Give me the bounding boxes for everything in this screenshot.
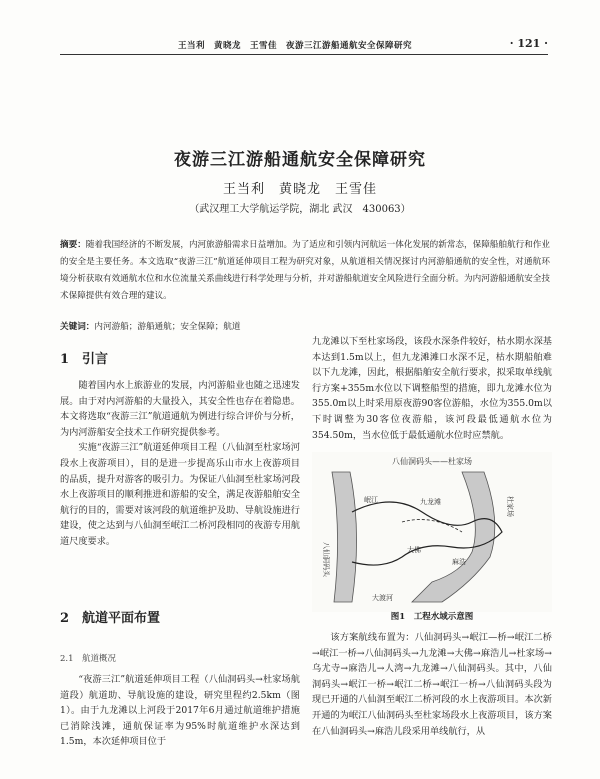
section1-body	[60, 378, 300, 550]
label-river-left: 八仙洞码头	[322, 542, 330, 577]
label-min-river: 岷江	[364, 496, 378, 504]
label-mahao: 麻浩	[452, 558, 466, 566]
abstract	[60, 237, 550, 305]
label-dafo: 大佛	[407, 546, 421, 554]
affiliation: （武汉理工大学航运学院，湖北 武汉 430063）	[189, 204, 411, 215]
label-jiulong: 九龙滩	[420, 498, 441, 506]
label-dadu: 大渡河	[372, 594, 393, 602]
label-dujia: 杜家场	[506, 496, 514, 517]
page-number: · 121 ·	[509, 37, 548, 50]
authors: 王当利 黄晓龙 王雪佳	[222, 182, 377, 197]
abstract-label: 摘要：	[60, 240, 86, 250]
section2-subheading: 2.1 航道概况	[60, 654, 117, 664]
paper-title: 夜游三江游船通航安全保障研究	[174, 150, 426, 170]
abstract-text: 随着我国经济的不断发展，内河旅游船需求日益增加。为了适应和引领内河航运一体化发展的新常态，保障船舶航行和作业的安全是主要任务。本文选取“夜游三江”航道延伸项目工程为研究对象，从航道相关情况探讨内河游船通航的安全性，对通航环境分析获取有效通航水位和水位流量关系曲线进行科学处理与分析，并对游船航道安全风险进行全面分析。为内河游船通航安全技术保障提供有效合理的建议。	[60, 240, 550, 301]
map-figure	[312, 452, 552, 612]
keywords-text: 内河游船；游船通航；安全保障；航道	[94, 322, 241, 332]
running-header	[60, 36, 548, 55]
keywords	[60, 320, 550, 332]
section1-paragraph: 随着国内水上旅游业的发展，内河游船业也随之迅速发展。由于对内河游船的大量投入，其安全性也存在着隐患。本文将选取“夜游三江”航道通航为例进行综合评价与分析，为内河游船安全技术工作研究提供参考。	[60, 380, 300, 438]
section2-body	[60, 672, 300, 750]
section2-paragraph: “夜游三江”航道延伸项目工程（八仙洞码头→杜家场航道段）航道助、导航设施的建设，研究里程约2.5km（图1）。由于九龙滩以上河段于2017年6月通过航道维护措施已消除浅滩，通航保证率为95%时航道维护水深达到1.5m，本次延伸项目位于	[60, 674, 300, 748]
keywords-label: 关键词：	[60, 322, 95, 332]
right-paragraph: 该方案航线布置为：八仙洞码头→岷江—桥→岷江二桥→岷江一桥→八仙洞码头→九龙滩→大佛→麻浩儿→杜家场→乌尤寺→麻浩儿→人湾→九龙滩→八仙洞码头。其中，八仙洞码头→岷江一桥→岷江二桥→岷江一桥→八仙洞码头段为现已开通的八仙洞至岷江二桥河段的水上夜游项目。本次新开通的为岷江八仙洞码头至杜家场段水上夜游项目，该方案在八仙洞码头→麻浩儿段采用单线航行，从	[312, 632, 552, 737]
figure-1	[312, 452, 552, 632]
figure-caption: 图1 工程水域示意图	[390, 612, 474, 622]
right-column-top	[312, 334, 552, 443]
running-title: 王当利 黄晓龙 王雪佳 夜游三江游船通航安全保障研究	[178, 41, 413, 51]
map-top-label: 八仙洞码头——杜家场	[392, 457, 472, 466]
right-paragraph: 九龙滩以下至杜家场段，该段水深条件较好，枯水期水深基本达到1.5m以上，但九龙滩滩口水深不足，枯水期船舶难以下九龙滩，因此，根据船舶安全航行要求，拟采取单线航行方案+355m水位以下调整船型的措施，即九龙滩水位为355.0m以上时采用原夜游90客位游船，水位为355.0m以下时调整为30客位夜游船，该河段最低通航水位为354.50m，当水位低于最低通航水位时应禁航。	[312, 336, 552, 441]
right-column-bottom	[312, 630, 552, 739]
section1-heading: 1 引言	[60, 352, 109, 367]
section1-paragraph: 实施“夜游三江”航道延伸项目工程（八仙洞至杜家场河段水上夜游项目），目的是进一步提高乐山市水上夜游项目的品质，提升对游客的吸引力。为保证八仙洞至杜家场河段水上夜游项目的顺利推进和游船的安全，满足夜游船舶安全航行的目的，需要对该河段的航道维护及助、导航设施进行建设，使之达到与八仙洞至岷江二桥河段相同的夜游专用航道尺度要求。	[60, 442, 300, 547]
section2-heading: 2 航道平面布置	[60, 611, 161, 626]
